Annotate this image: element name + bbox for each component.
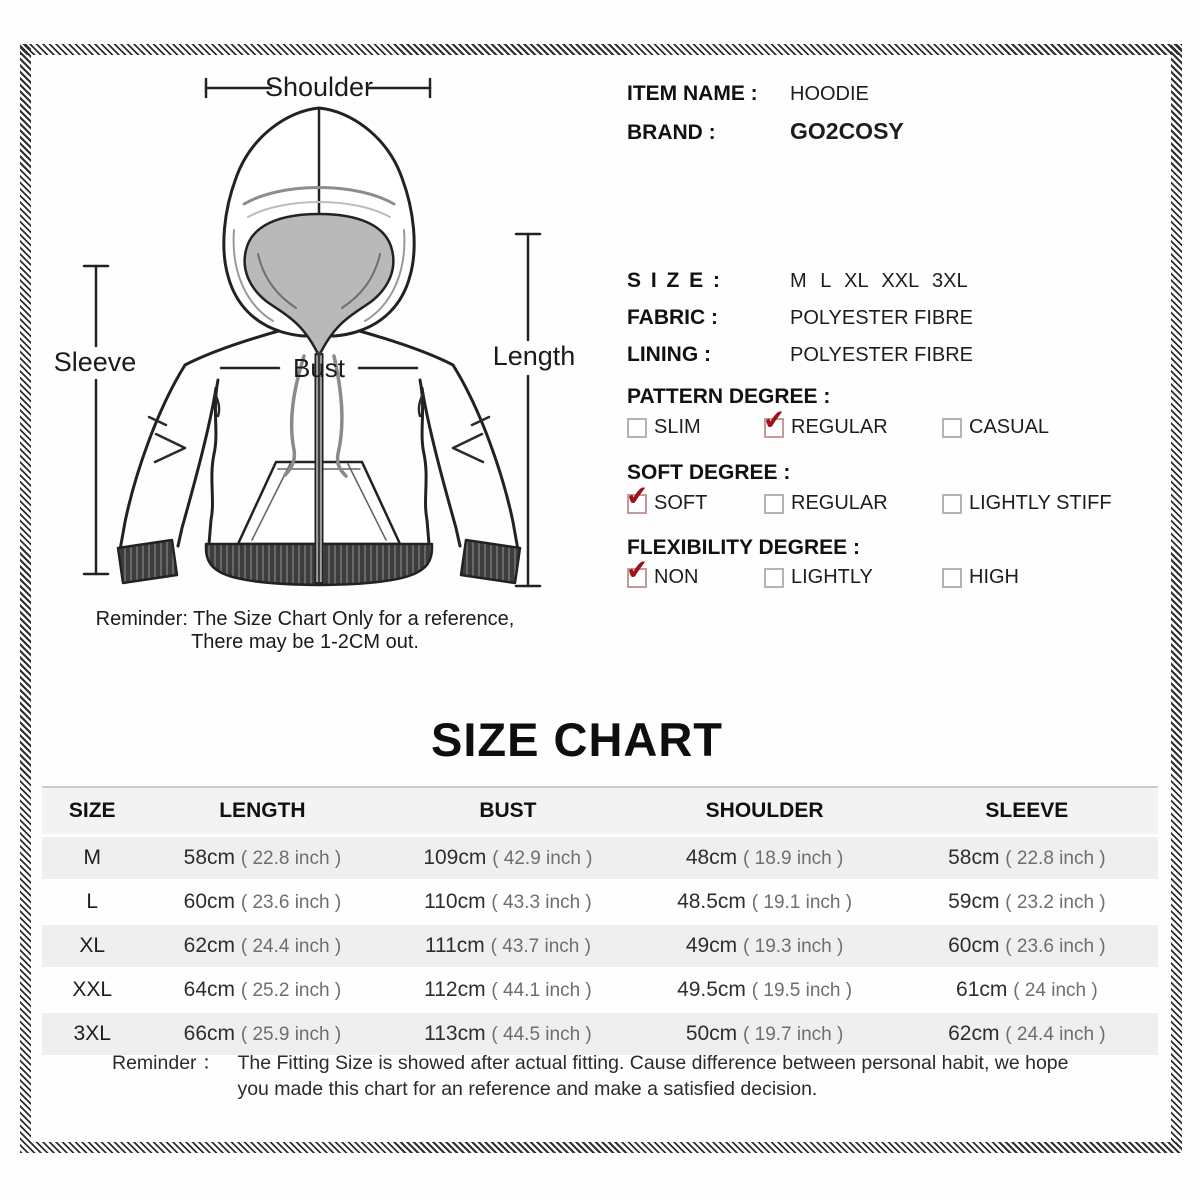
brand-row bbox=[627, 118, 904, 145]
option-label: REGULAR bbox=[791, 416, 888, 438]
shoulder-cell: 49.5cm ( 19.5 inch ) bbox=[633, 968, 895, 1012]
soft-degree-options bbox=[624, 479, 1112, 515]
col-header-sleeve: SLEEVE bbox=[896, 787, 1158, 836]
size-chart-table bbox=[42, 786, 1158, 1057]
border-pattern-top bbox=[20, 44, 1182, 55]
bust-cell: 110cm ( 43.3 inch ) bbox=[382, 880, 633, 924]
shoulder-cell: 48.5cm ( 19.1 inch ) bbox=[633, 880, 895, 924]
checkbox-icon bbox=[764, 568, 784, 588]
length-cell: 58cm ( 22.8 inch ) bbox=[142, 836, 382, 881]
length-cell: 66cm ( 25.9 inch ) bbox=[142, 1012, 382, 1056]
diagram-reminder-line1: Reminder: The Size Chart Only for a reference, bbox=[95, 608, 515, 630]
hood bbox=[224, 108, 414, 356]
item-name-value: HOODIE bbox=[790, 83, 869, 105]
diagram-reminder bbox=[40, 608, 570, 654]
option-label: SLIM bbox=[654, 416, 701, 438]
size-chart-title: SIZE CHART bbox=[431, 713, 723, 766]
bust-cell: 109cm ( 42.9 inch ) bbox=[382, 836, 633, 881]
bust-cell: 112cm ( 44.1 inch ) bbox=[382, 968, 633, 1012]
border-pattern-bottom bbox=[20, 1142, 1182, 1153]
lining-value: POLYESTER FIBRE bbox=[790, 344, 974, 366]
brand-label: BRAND : bbox=[627, 121, 716, 144]
footer-reminder-text bbox=[237, 1050, 1068, 1102]
fabric-value: POLYESTER FIBRE bbox=[790, 307, 974, 329]
shoulder-cell: 48cm ( 18.9 inch ) bbox=[633, 836, 895, 881]
table-row bbox=[42, 968, 1158, 1012]
bust-cell: 113cm ( 44.5 inch ) bbox=[382, 1012, 633, 1056]
brand-value: GO2COSY bbox=[790, 118, 904, 144]
size-cell: XL bbox=[42, 924, 142, 968]
option-label: HIGH bbox=[969, 566, 1019, 588]
flexibility-degree-options bbox=[624, 553, 1019, 589]
checkmark-icon: ✔ bbox=[624, 553, 650, 586]
checkbox-icon bbox=[942, 568, 962, 588]
col-header-size: SIZE bbox=[42, 787, 142, 836]
option-label: REGULAR bbox=[791, 492, 888, 514]
size-row bbox=[627, 269, 968, 293]
item-name-label: ITEM NAME : bbox=[627, 82, 758, 105]
size-value: M L XL XXL 3XL bbox=[790, 270, 968, 292]
checkbox-icon bbox=[627, 418, 647, 438]
col-header-length: LENGTH bbox=[142, 787, 382, 836]
option-high bbox=[942, 566, 1019, 589]
diagram-reminder-line2: There may be 1-2CM out. bbox=[191, 631, 419, 653]
sleeve-cell: 59cm ( 23.2 inch ) bbox=[896, 880, 1158, 924]
option-label: LIGHTLY bbox=[791, 566, 873, 588]
option-regular bbox=[764, 492, 942, 515]
length-cell: 62cm ( 24.4 inch ) bbox=[142, 924, 382, 968]
sleeve-cell: 60cm ( 23.6 inch ) bbox=[896, 924, 1158, 968]
hoodie-measurement-diagram bbox=[38, 58, 600, 606]
option-label: SOFT bbox=[654, 492, 708, 514]
checkbox-icon bbox=[942, 494, 962, 514]
checkmark-icon: ✔ bbox=[624, 479, 650, 512]
option-label: CASUAL bbox=[969, 416, 1050, 438]
footer-reminder bbox=[112, 1050, 1069, 1102]
ribbed-cuff-right bbox=[461, 540, 520, 583]
lining-label: LINING : bbox=[627, 343, 711, 366]
sleeve-label: Sleeve bbox=[53, 347, 137, 377]
option-slim bbox=[627, 416, 764, 439]
size-label: S I Z E : bbox=[627, 269, 723, 292]
soft-degree-label: SOFT DEGREE : bbox=[627, 461, 791, 484]
option-non bbox=[624, 553, 764, 589]
zipper bbox=[316, 352, 323, 584]
sleeve-cell: 61cm ( 24 inch ) bbox=[896, 968, 1158, 1012]
shoulder-cell: 49cm ( 19.3 inch ) bbox=[633, 924, 895, 968]
border-pattern-left bbox=[20, 44, 31, 1153]
footer-reminder-line1: The Fitting Size is showed after actual fitting. Cause difference between personal habit, we hope bbox=[237, 1052, 1069, 1074]
checkbox-icon bbox=[942, 418, 962, 438]
sleeve-dimension-line bbox=[84, 266, 108, 574]
table-row bbox=[42, 924, 1158, 968]
footer-reminder-line2: you made this chart for an reference and make a satisfied decision. bbox=[237, 1078, 818, 1100]
checkmark-icon: ✔ bbox=[761, 403, 787, 436]
option-regular bbox=[761, 403, 942, 439]
col-header-shoulder: SHOULDER bbox=[633, 787, 895, 836]
size-cell: XXL bbox=[42, 968, 142, 1012]
table-row bbox=[42, 836, 1158, 881]
checkbox-icon bbox=[761, 403, 787, 438]
sleeve-cell: 58cm ( 22.8 inch ) bbox=[896, 836, 1158, 881]
bust-label: Bust bbox=[292, 353, 346, 383]
fabric-label: FABRIC : bbox=[627, 306, 718, 329]
table-header-row bbox=[42, 787, 1158, 836]
pattern-degree-label: PATTERN DEGREE : bbox=[627, 385, 831, 408]
ribbed-cuff-left bbox=[118, 540, 177, 583]
checkbox-icon bbox=[624, 553, 650, 588]
col-header-bust: BUST bbox=[382, 787, 633, 836]
size-cell: M bbox=[42, 836, 142, 881]
lining-row bbox=[627, 343, 973, 367]
flexibility-degree-label: FLEXIBILITY DEGREE : bbox=[627, 536, 860, 559]
length-label: Length bbox=[492, 341, 576, 371]
product-info-panel bbox=[624, 82, 1167, 602]
footer-reminder-label: Reminder ： bbox=[112, 1052, 222, 1074]
option-label: LIGHTLY STIFF bbox=[969, 492, 1112, 514]
shoulder-label: Shoulder bbox=[264, 72, 374, 102]
option-lightly bbox=[764, 566, 942, 589]
option-lightly-stiff bbox=[942, 492, 1112, 515]
checkbox-icon bbox=[624, 479, 650, 514]
length-cell: 60cm ( 23.6 inch ) bbox=[142, 880, 382, 924]
sleeve-cell: 62cm ( 24.4 inch ) bbox=[896, 1012, 1158, 1056]
size-cell: 3XL bbox=[42, 1012, 142, 1056]
border-pattern-right bbox=[1171, 44, 1182, 1153]
fabric-row bbox=[627, 306, 973, 330]
option-label: NON bbox=[654, 566, 699, 588]
item-name-row bbox=[627, 82, 869, 106]
pattern-degree-options bbox=[627, 403, 1050, 439]
shoulder-cell: 50cm ( 19.7 inch ) bbox=[633, 1012, 895, 1056]
size-cell: L bbox=[42, 880, 142, 924]
table-row bbox=[42, 880, 1158, 924]
option-casual bbox=[942, 416, 1049, 439]
option-soft bbox=[624, 479, 764, 515]
checkbox-icon bbox=[764, 494, 784, 514]
length-cell: 64cm ( 25.2 inch ) bbox=[142, 968, 382, 1012]
length-dimension-line bbox=[516, 234, 540, 586]
bust-cell: 111cm ( 43.7 inch ) bbox=[382, 924, 633, 968]
